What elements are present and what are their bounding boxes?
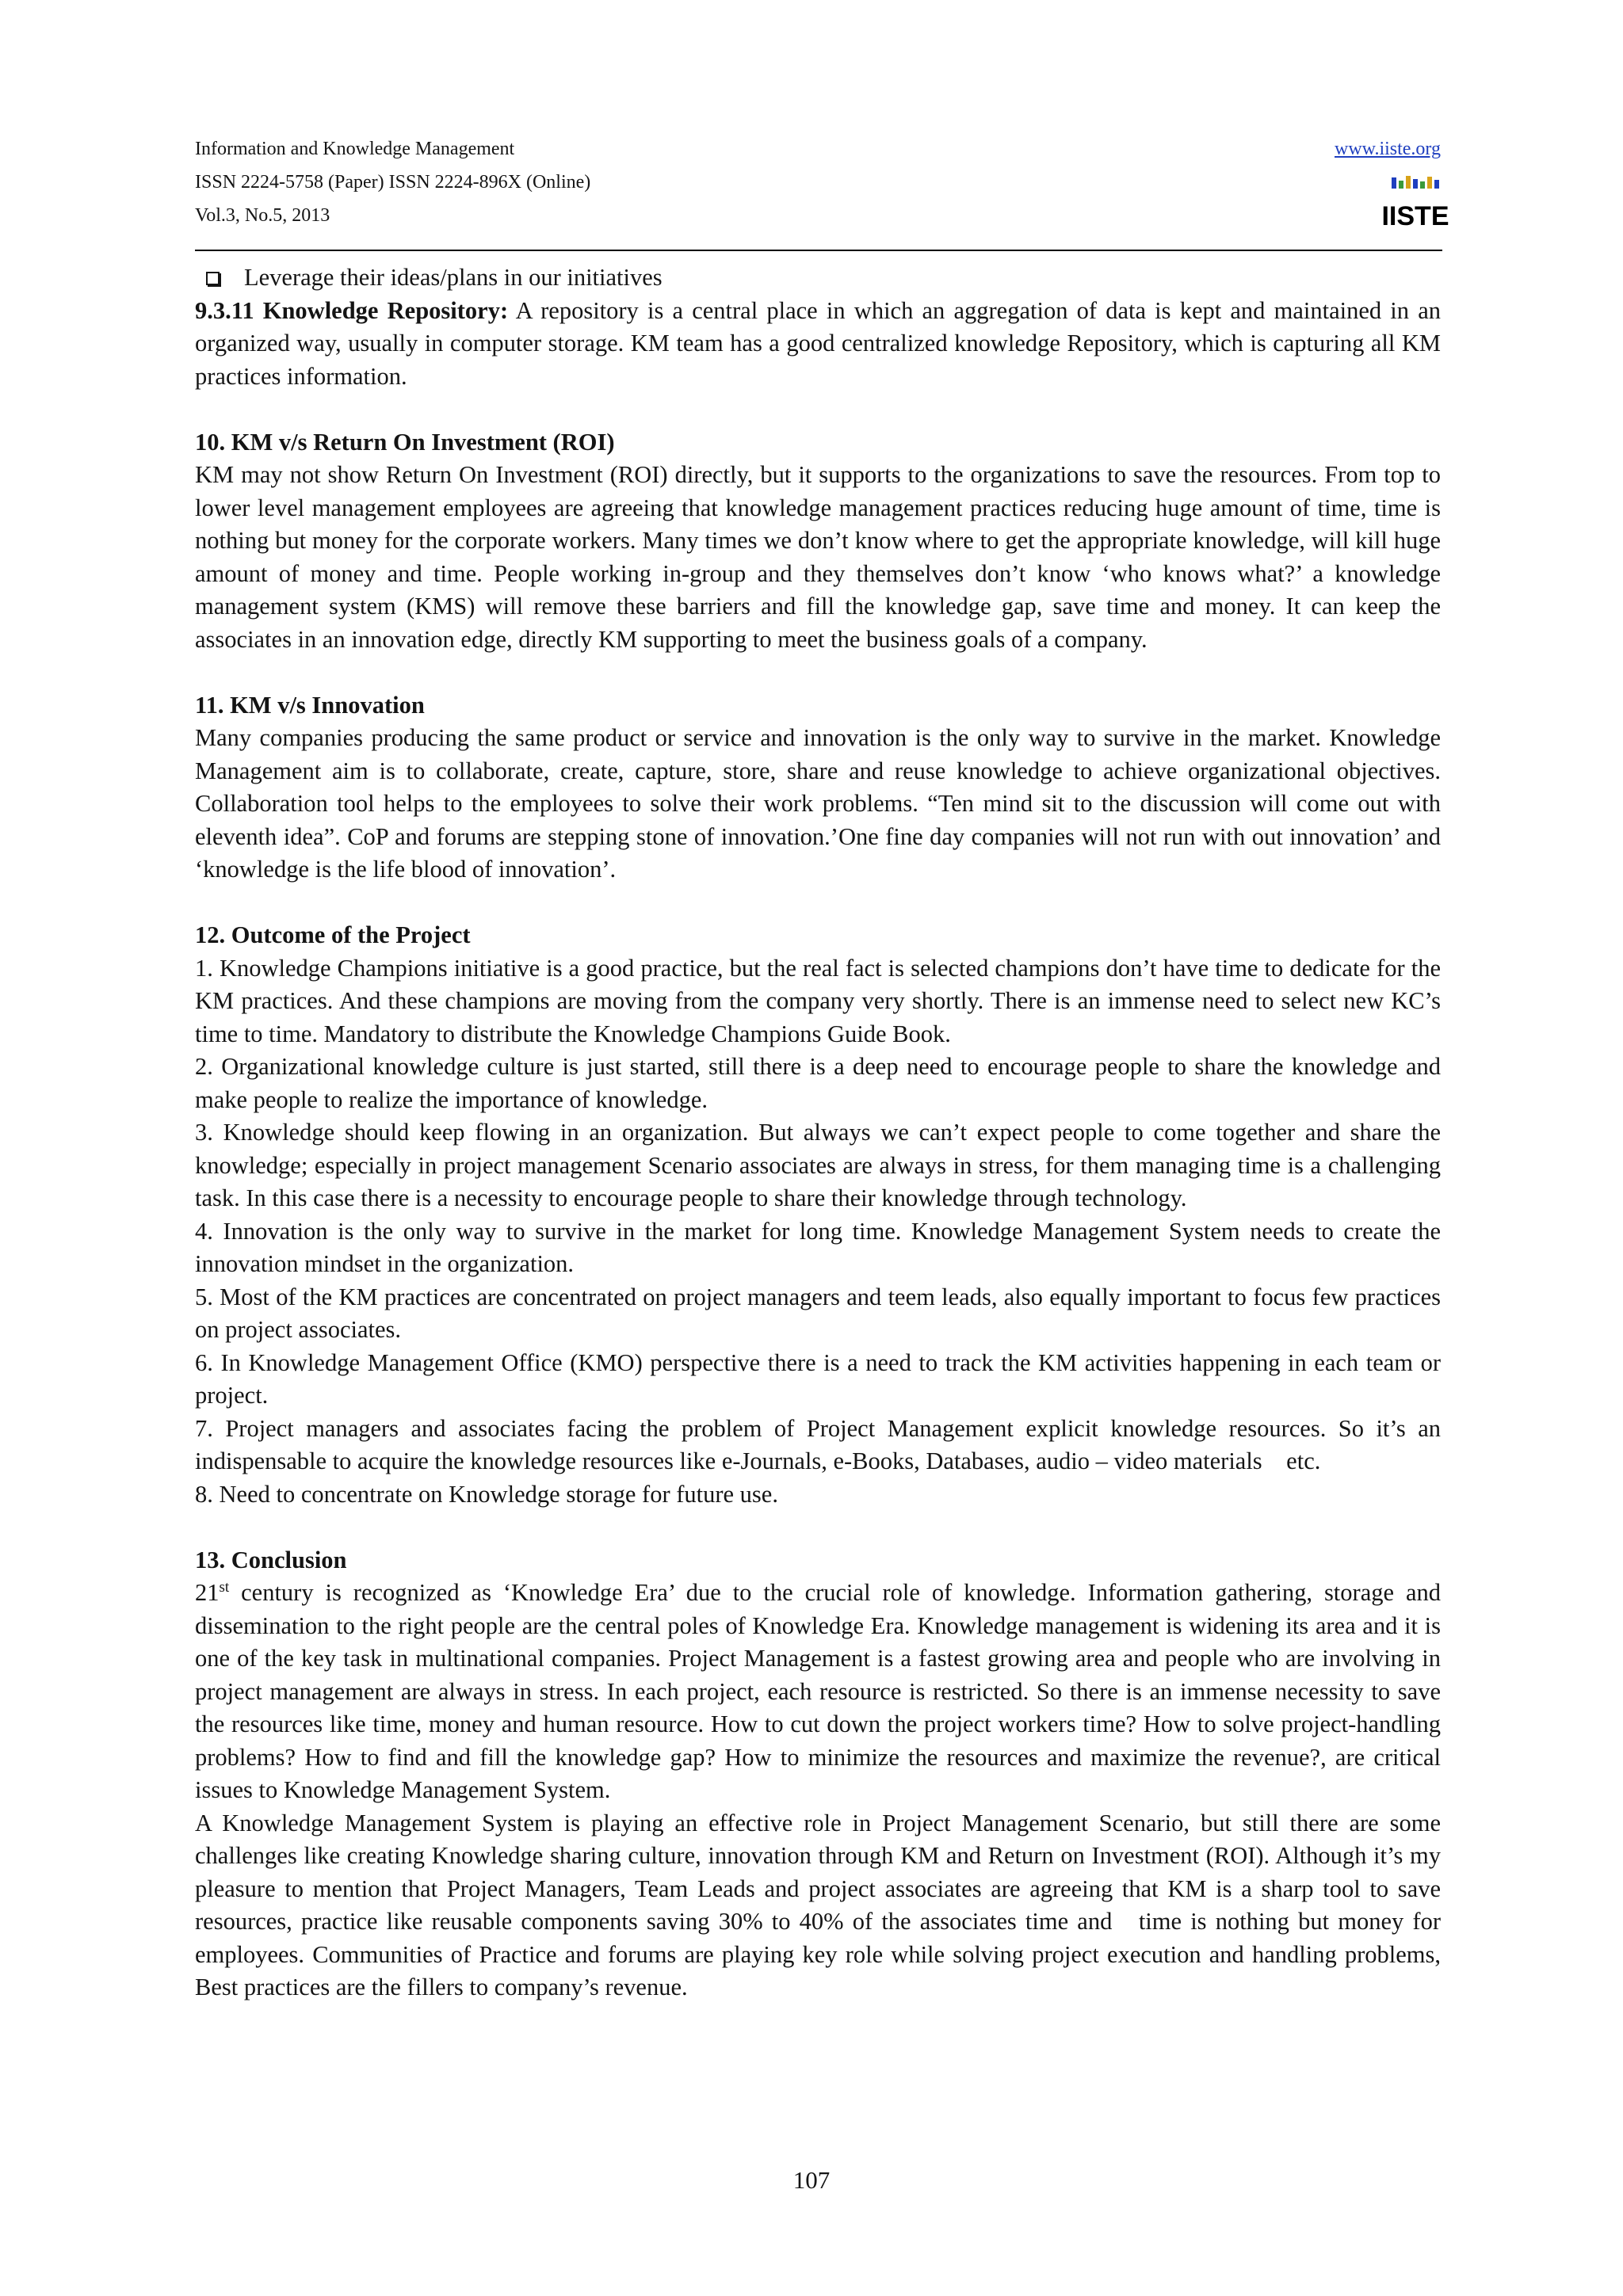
section-11-text: Many companies producing the same product or service and innovation is the only way to survive in the market. Knowledge Management aim is to collaborate, create, capture, store, share and reuse knowledge to achieve organizational objectives. Collaboration tool helps to the employees to solve their work problems. “Ten mind sit to the discussion will come out with eleventh idea”. CoP and forums are stepping stone of innovation.’One fine day companies will not run with out innovation’ and ‘knowledge is the life blood of innovation’. <box>195 724 1441 883</box>
outcome-item-7: 7. Project managers and associates facing the problem of Project Management explicit knowledge resources. So it’s an indispensable to acquire the knowledge resources like e-Journals, e-Books, Databases, audio – video materials etc. <box>195 1414 1447 1474</box>
svg-text:IISTE: IISTE <box>1381 201 1449 231</box>
checkbox-bullet-icon <box>206 272 220 285</box>
header-rule <box>195 250 1442 251</box>
outcome-item-2: 2. Organizational knowledge culture is just started, still there is a deep need to encourage people to share the knowledge and make people to realize the importance of knowledge. <box>195 1053 1441 1113</box>
outcome-item-6: 6. In Knowledge Management Office (KMO) perspective there is a need to track the KM activities happening in each team or project. <box>195 1348 1441 1409</box>
section-12-heading: 12. Outcome of the Project <box>195 921 471 948</box>
outcome-item-4: 4. Innovation is the only way to survive in the market for long time. Knowledge Management System needs to create the innovation mindset in the organization. <box>195 1217 1441 1277</box>
subsection-label: 9.3.11 Knowledge Repository: <box>195 296 509 324</box>
subsection-text: A repository is a central place in which an aggregation of data is kept and maintained in an organized way, usually in computer storage. KM team has a good centralized knowledge Repository, which is capturing all KM practices information. <box>195 296 1441 390</box>
journal-name: Information and Knowledge Management <box>195 139 515 159</box>
outcome-item-8: 8. Need to concentrate on Knowledge storage for future use. <box>195 1480 778 1508</box>
issn-line: ISSN 2224-5758 (Paper) ISSN 2224-896X (Online) <box>195 172 591 193</box>
conclusion-paragraph-1: 21st century is recognized as ‘Knowledge Era’ due to the crucial role of knowledge. Information gathering, storage and dissemination to the right people are the central poles of Knowledge Era. Knowledge management is widening its area and it is one of the key task in multinational companies. Project Management is a fastest growing area and people who are involving in project management are always in stress. In each project, each resource is restricted. So there is an immense necessity to save the resources like time, money and human resource. How to cut down the project workers time? How to solve project-handling problems? How to find and fill the knowledge gap? How to minimize the resources and maximize the revenue?, are critical issues to Knowledge Management System. <box>195 1578 1441 1803</box>
website-link[interactable]: www.iiste.org <box>1335 139 1441 159</box>
outcome-item-5: 5. Most of the KM practices are concentrated on project managers and teem leads, also equally important to focus few practices on project associates. <box>195 1283 1441 1343</box>
bullet-item: Leverage their ideas/plans in our initiatives <box>195 261 1441 295</box>
section-13-heading: 13. Conclusion <box>195 1546 347 1573</box>
outcome-item-3: 3. Knowledge should keep flowing in an organization. But always we can’t expect people to come together and share the knowledge; especially in project management Scenario associates are always in stress, for them managing time is a challenging task. In this case there is a necessity to encourage people to share their knowledge through technology. <box>195 1119 1441 1211</box>
section-10-text: KM may not show Return On Investment (ROI) directly, but it supports to the organizations to save the resources. From top to lower level management employees are agreeing that knowledge management practices reducing huge amount of time, time is nothing but money for the corporate workers. Many times we don’t know where to get the appropriate knowledge, will kill huge amount of money and time. People working in-group and they themselves don’t know ‘who knows what?’ a knowledge management system (KMS) will remove these barriers and fill the knowledge gap, save time and money. It can keep the associates in an innovation edge, directly KM supporting to meet the business goals of a company. <box>195 461 1441 653</box>
volume-line: Vol.3, No.5, 2013 <box>195 205 330 226</box>
section-9-3-11 <box>195 295 1441 394</box>
section-10-heading: 10. KM v/s Return On Investment (ROI) <box>195 428 615 456</box>
page-number: 107 <box>792 2166 831 2194</box>
outcome-item-1: 1. Knowledge Champions initiative is a good practice, but the real fact is selected champions don’t have time to dedicate for the KM practices. And these champions are moving from the company very shortly. There is an immense need to select new KC’s time to time. Mandatory to distribute the Knowledge Champions Guide Book. <box>195 954 1441 1047</box>
iiste-logo <box>1381 174 1449 231</box>
section-11-heading: 11. KM v/s Innovation <box>195 691 425 719</box>
article-body <box>195 261 1447 2004</box>
conclusion-paragraph-2: A Knowledge Management System is playing an effective role in Project Management Scenario, but still there are some challenges like creating Knowledge sharing culture, innovation through KM and Return on Investment (ROI). Although it’s my pleasure to mention that Project Managers, Team Leads and project associates are agreeing that KM is a sharp tool to save resources, practice like reusable components saving 30% to 40% of the associates time and time is nothing but money for employees. Communities of Practice and forums are playing key role while solving project execution and handling problems, Best practices are the fillers to company’s revenue. <box>195 1809 1447 2000</box>
